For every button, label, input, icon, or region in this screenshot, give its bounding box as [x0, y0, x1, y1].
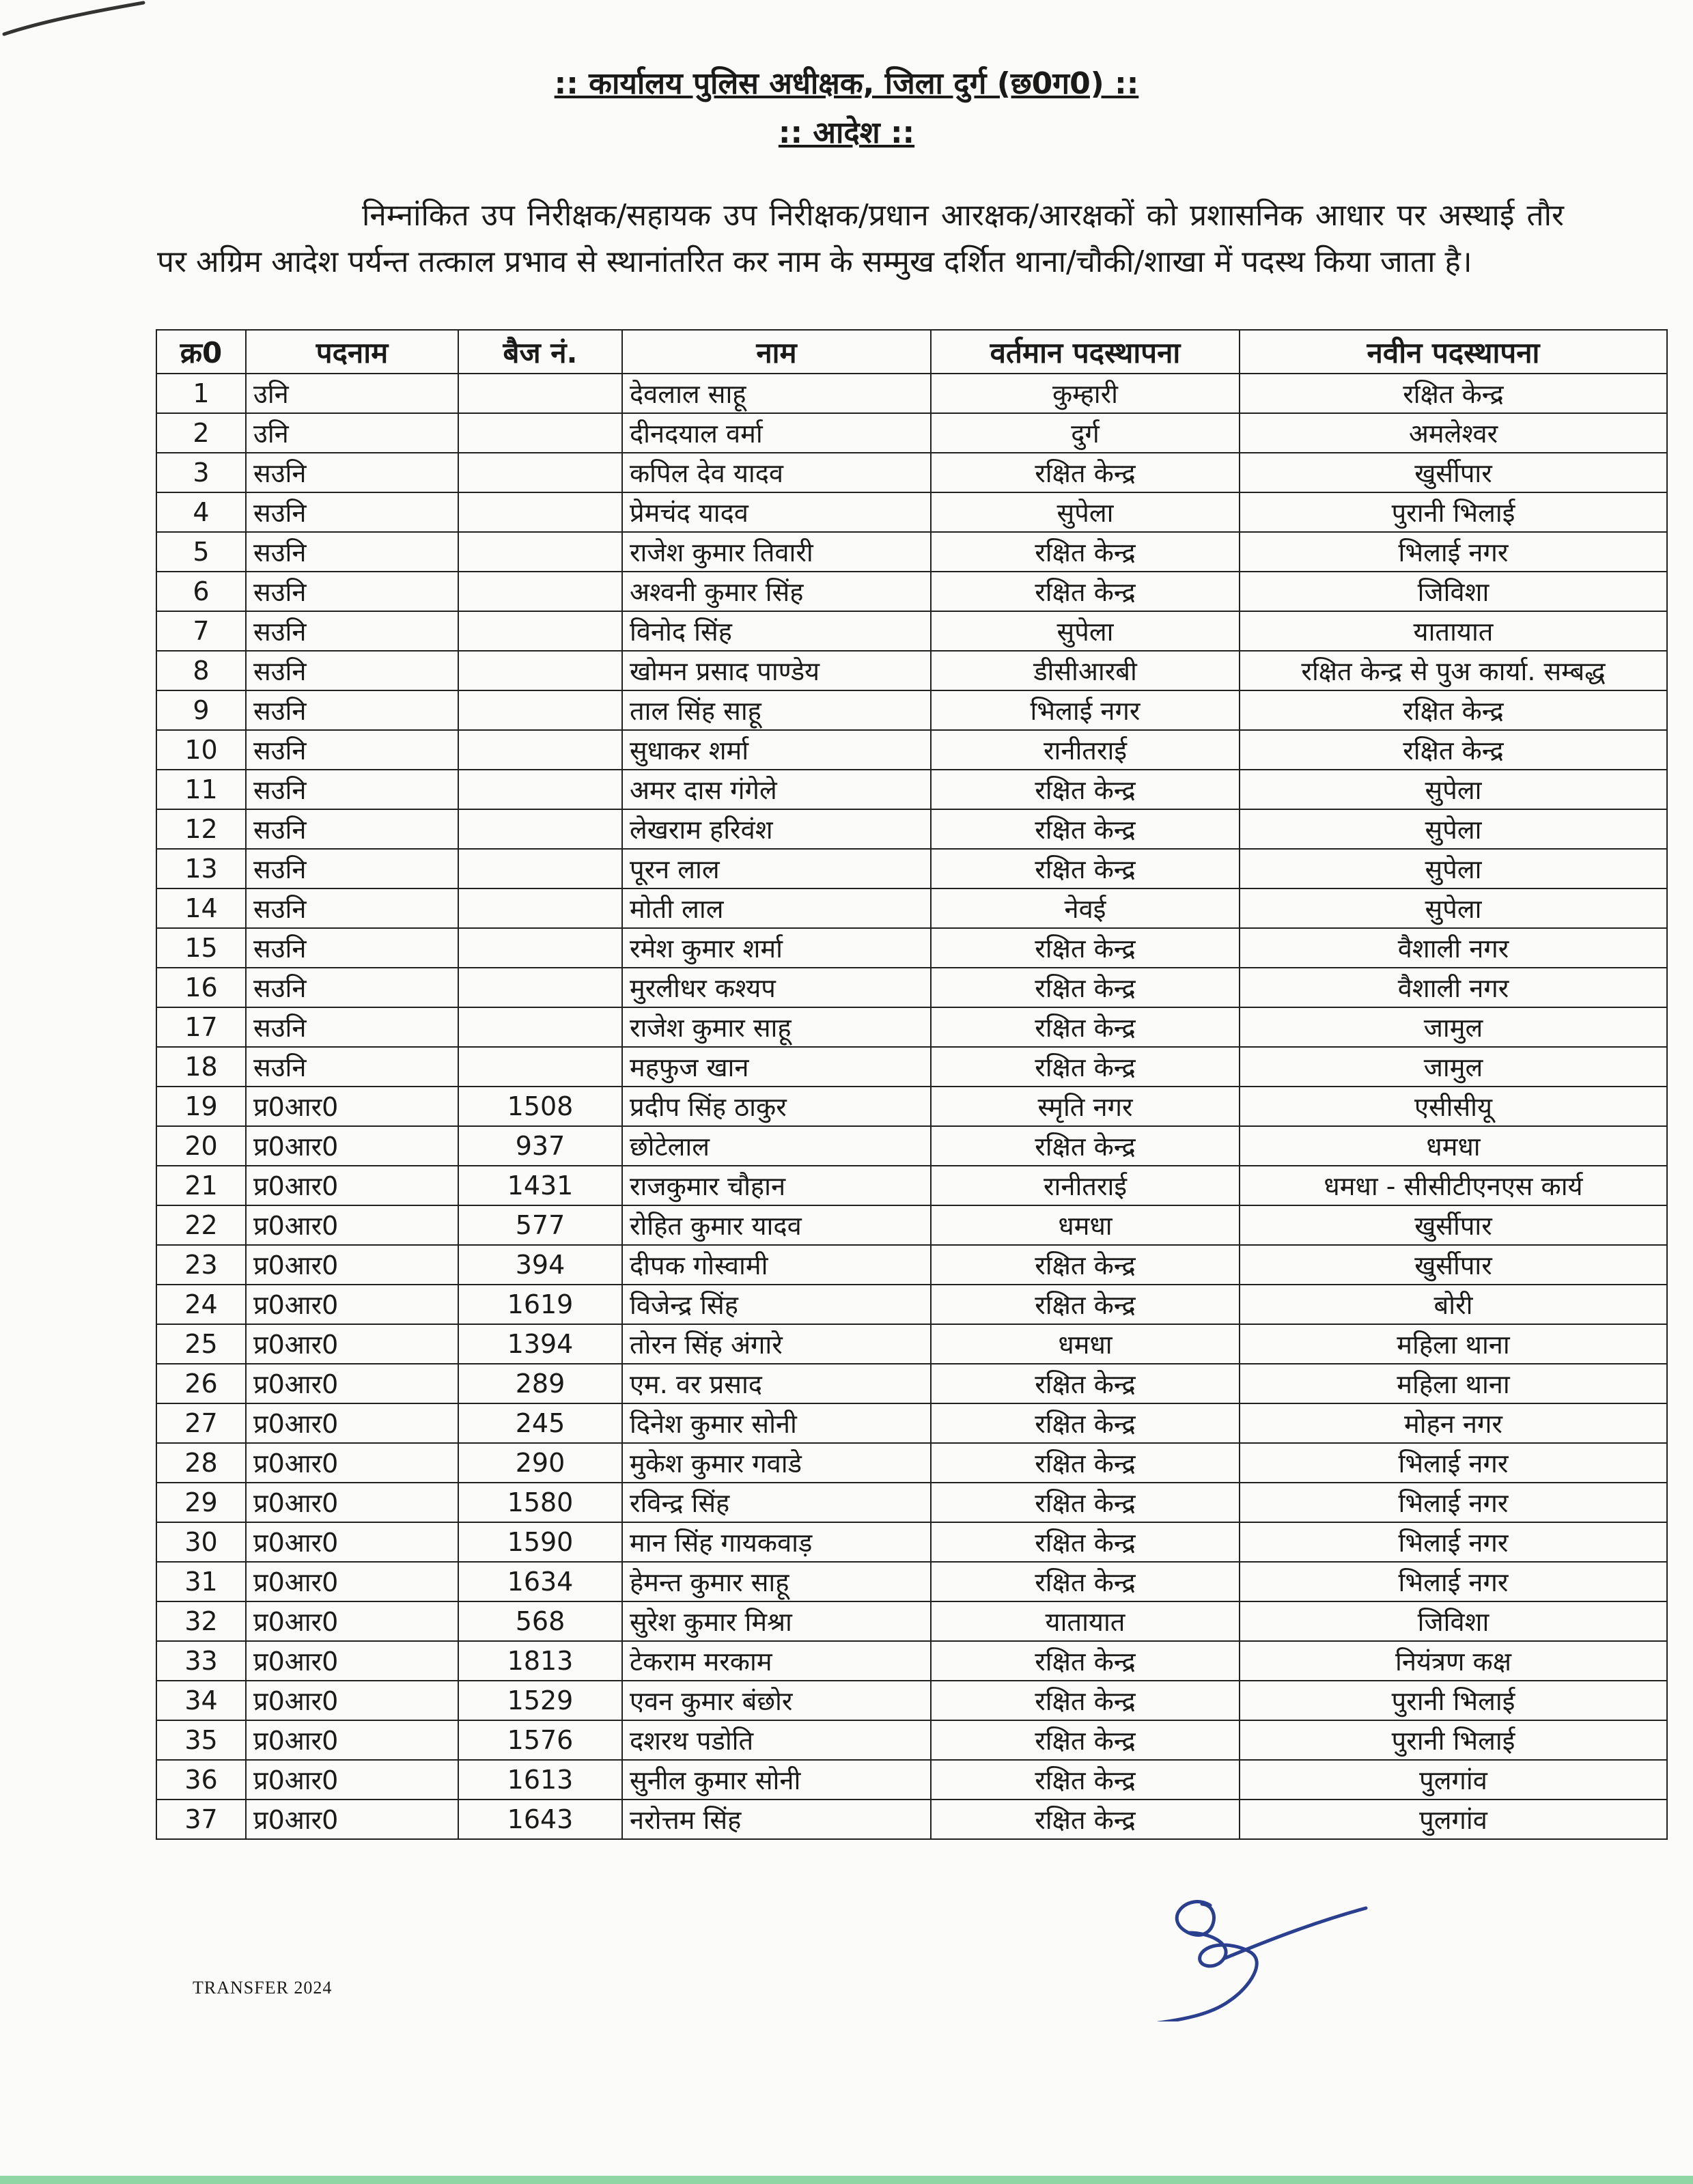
cell-serial: 3 [156, 453, 246, 492]
cell-rank: सउनि [246, 888, 458, 928]
office-heading: :: कार्यालय पुलिस अधीक्षक, जिला दुर्ग (छ0ग0) :: [554, 66, 1139, 101]
cell-current-posting: सुपेला [931, 611, 1240, 651]
cell-name: खोमन प्रसाद पाण्डेय [622, 651, 931, 690]
cell-current-posting: रक्षित केन्द्र [931, 1443, 1240, 1483]
table-row [156, 651, 1667, 690]
cell-rank: सउनि [246, 1047, 458, 1087]
cell-name: विजेन्द्र सिंह [622, 1285, 931, 1324]
cell-serial: 9 [156, 690, 246, 730]
table-row [156, 1205, 1667, 1245]
cell-current-posting: रक्षित केन्द्र [931, 1720, 1240, 1760]
cell-new-posting: पुलगांव [1240, 1800, 1667, 1839]
cell-name: रविन्द्र सिंह [622, 1483, 931, 1522]
table-row [156, 1126, 1667, 1166]
cell-serial: 14 [156, 888, 246, 928]
cell-serial: 35 [156, 1720, 246, 1760]
cell-new-posting: भिलाई नगर [1240, 1562, 1667, 1601]
cell-badge [458, 1047, 622, 1087]
cell-name: रोहित कुमार यादव [622, 1205, 931, 1245]
cell-rank: प्र0आर0 [246, 1087, 458, 1126]
cell-rank: प्र0आर0 [246, 1285, 458, 1324]
order-intro-paragraph: निम्नांकित उप निरीक्षक/सहायक उप निरीक्षक/प्रधान आरक्षक/आरक्षकों को प्रशासनिक आधार पर अस्थाई तौर पर अग्रिम आदेश पर्यन्त तत्काल प्रभाव से स्थानांतरित कर नाम के सम्मुख दर्शित थाना/चौकी/शाखा में पदस्थ किया जाता है। [157, 198, 1564, 279]
cell-badge: 1590 [458, 1522, 622, 1562]
cell-new-posting: मोहन नगर [1240, 1403, 1667, 1443]
cell-new-posting: रक्षित केन्द्र [1240, 730, 1667, 770]
table-row [156, 1522, 1667, 1562]
cell-serial: 37 [156, 1800, 246, 1839]
cell-badge [458, 730, 622, 770]
table-row [156, 1800, 1667, 1839]
cell-current-posting: रानीतराई [931, 1166, 1240, 1205]
cell-serial: 23 [156, 1245, 246, 1285]
table-row [156, 1443, 1667, 1483]
cell-new-posting: धमधा [1240, 1126, 1667, 1166]
cell-badge [458, 611, 622, 651]
cell-new-posting: यातायात [1240, 611, 1667, 651]
table-row [156, 492, 1667, 532]
table-header-row [156, 330, 1667, 374]
cell-badge [458, 1007, 622, 1047]
cell-new-posting: महिला थाना [1240, 1324, 1667, 1364]
cell-new-posting: धमधा - सीसीटीएनएस कार्य [1240, 1166, 1667, 1205]
cell-new-posting: रक्षित केन्द्र से पुअ कार्या. सम्बद्ध [1240, 651, 1667, 690]
cell-new-posting: पुलगांव [1240, 1760, 1667, 1800]
table-row [156, 1285, 1667, 1324]
cell-current-posting: रक्षित केन्द्र [931, 1126, 1240, 1166]
cell-serial: 1 [156, 374, 246, 413]
cell-badge: 289 [458, 1364, 622, 1403]
cell-new-posting: खुर्सीपार [1240, 1245, 1667, 1285]
cell-name: राजकुमार चौहान [622, 1166, 931, 1205]
cell-name: मोती लाल [622, 888, 931, 928]
cell-rank: प्र0आर0 [246, 1720, 458, 1760]
cell-rank: सउनि [246, 492, 458, 532]
cell-current-posting: रक्षित केन्द्र [931, 1364, 1240, 1403]
cell-new-posting: रक्षित केन्द्र [1240, 374, 1667, 413]
cell-current-posting: रक्षित केन्द्र [931, 453, 1240, 492]
cell-name: टेकराम मरकाम [622, 1641, 931, 1681]
cell-current-posting: रक्षित केन्द्र [931, 1562, 1240, 1601]
officer-signature [1147, 1864, 1380, 2021]
cell-badge [458, 651, 622, 690]
cell-serial: 6 [156, 572, 246, 611]
cell-serial: 31 [156, 1562, 246, 1601]
cell-current-posting: सुपेला [931, 492, 1240, 532]
cell-rank: सउनि [246, 611, 458, 651]
cell-new-posting: सुपेला [1240, 809, 1667, 849]
cell-serial: 15 [156, 928, 246, 968]
cell-new-posting: रक्षित केन्द्र [1240, 690, 1667, 730]
cell-serial: 22 [156, 1205, 246, 1245]
cell-current-posting: रक्षित केन्द्र [931, 1681, 1240, 1720]
cell-rank: प्र0आर0 [246, 1205, 458, 1245]
cell-rank: प्र0आर0 [246, 1364, 458, 1403]
cell-new-posting: वैशाली नगर [1240, 928, 1667, 968]
cell-badge: 1613 [458, 1760, 622, 1800]
cell-serial: 25 [156, 1324, 246, 1364]
cell-serial: 28 [156, 1443, 246, 1483]
cell-rank: सउनि [246, 849, 458, 888]
cell-badge: 1508 [458, 1087, 622, 1126]
table-row [156, 1324, 1667, 1364]
table-row [156, 1245, 1667, 1285]
cell-current-posting: रक्षित केन्द्र [931, 1483, 1240, 1522]
cell-current-posting: भिलाई नगर [931, 690, 1240, 730]
cell-new-posting: खुर्सीपार [1240, 453, 1667, 492]
cell-rank: सउनि [246, 770, 458, 809]
cell-new-posting: जामुल [1240, 1007, 1667, 1047]
table-row [156, 572, 1667, 611]
cell-badge [458, 888, 622, 928]
cell-current-posting: स्मृति नगर [931, 1087, 1240, 1126]
table-row [156, 453, 1667, 492]
cell-rank: सउनि [246, 730, 458, 770]
cell-current-posting: रक्षित केन्द्र [931, 1641, 1240, 1681]
cell-name: छोटेलाल [622, 1126, 931, 1166]
table-row [156, 1007, 1667, 1047]
cell-badge: 1813 [458, 1641, 622, 1681]
cell-badge: 1580 [458, 1483, 622, 1522]
cell-current-posting: रक्षित केन्द्र [931, 1522, 1240, 1562]
cell-rank: प्र0आर0 [246, 1601, 458, 1641]
cell-serial: 24 [156, 1285, 246, 1324]
cell-name: अमर दास गंगेले [622, 770, 931, 809]
cell-serial: 29 [156, 1483, 246, 1522]
cell-serial: 13 [156, 849, 246, 888]
cell-serial: 19 [156, 1087, 246, 1126]
table-row [156, 928, 1667, 968]
table-row [156, 1364, 1667, 1403]
cell-rank: प्र0आर0 [246, 1126, 458, 1166]
cell-name: एवन कुमार बंछोर [622, 1681, 931, 1720]
cell-new-posting: जामुल [1240, 1047, 1667, 1087]
table-row [156, 730, 1667, 770]
cell-rank: सउनि [246, 968, 458, 1007]
cell-badge [458, 690, 622, 730]
cell-name: विनोद सिंह [622, 611, 931, 651]
page-bottom-edge [0, 2176, 1693, 2184]
table-row [156, 1166, 1667, 1205]
cell-serial: 11 [156, 770, 246, 809]
cell-badge [458, 928, 622, 968]
cell-new-posting: महिला थाना [1240, 1364, 1667, 1403]
table-row [156, 1681, 1667, 1720]
cell-serial: 17 [156, 1007, 246, 1047]
cell-badge: 1634 [458, 1562, 622, 1601]
cell-rank: प्र0आर0 [246, 1760, 458, 1800]
cell-rank: उनि [246, 413, 458, 453]
cell-name: रमेश कुमार शर्मा [622, 928, 931, 968]
cell-current-posting: डीसीआरबी [931, 651, 1240, 690]
cell-name: प्रदीप सिंह ठाकुर [622, 1087, 931, 1126]
cell-name: कपिल देव यादव [622, 453, 931, 492]
cell-badge [458, 809, 622, 849]
cell-name: लेखराम हरिवंश [622, 809, 931, 849]
cell-name: मुरलीधर कश्यप [622, 968, 931, 1007]
table-row [156, 1720, 1667, 1760]
cell-name: राजेश कुमार तिवारी [622, 532, 931, 572]
cell-badge [458, 532, 622, 572]
cell-serial: 18 [156, 1047, 246, 1087]
cell-rank: सउनि [246, 1007, 458, 1047]
cell-name: महफुज खान [622, 1047, 931, 1087]
cell-name: नरोत्तम सिंह [622, 1800, 931, 1839]
cell-name: सुनील कुमार सोनी [622, 1760, 931, 1800]
cell-current-posting: रक्षित केन्द्र [931, 1403, 1240, 1443]
table-row [156, 374, 1667, 413]
cell-current-posting: रक्षित केन्द्र [931, 1047, 1240, 1087]
table-row [156, 1403, 1667, 1443]
cell-badge [458, 849, 622, 888]
cell-current-posting: रक्षित केन्द्र [931, 1800, 1240, 1839]
cell-current-posting: धमधा [931, 1205, 1240, 1245]
cell-name: राजेश कुमार साहू [622, 1007, 931, 1047]
cell-rank: प्र0आर0 [246, 1681, 458, 1720]
cell-serial: 2 [156, 413, 246, 453]
table-row [156, 413, 1667, 453]
cell-new-posting: भिलाई नगर [1240, 1443, 1667, 1483]
cell-badge: 1394 [458, 1324, 622, 1364]
cell-new-posting: सुपेला [1240, 849, 1667, 888]
cell-badge: 937 [458, 1126, 622, 1166]
cell-new-posting: पुरानी भिलाई [1240, 1681, 1667, 1720]
cell-rank: प्र0आर0 [246, 1403, 458, 1443]
cell-current-posting: रक्षित केन्द्र [931, 1285, 1240, 1324]
cell-current-posting: दुर्ग [931, 413, 1240, 453]
cell-serial: 12 [156, 809, 246, 849]
cell-current-posting: धमधा [931, 1324, 1240, 1364]
table-row [156, 1047, 1667, 1087]
cell-rank: प्र0आर0 [246, 1324, 458, 1364]
cell-current-posting: रक्षित केन्द्र [931, 1007, 1240, 1047]
cell-badge: 290 [458, 1443, 622, 1483]
cell-new-posting: भिलाई नगर [1240, 532, 1667, 572]
cell-name: अश्वनी कुमार सिंह [622, 572, 931, 611]
cell-new-posting: खुर्सीपार [1240, 1205, 1667, 1245]
cell-new-posting: बोरी [1240, 1285, 1667, 1324]
cell-badge [458, 413, 622, 453]
cell-new-posting: भिलाई नगर [1240, 1522, 1667, 1562]
cell-name: मान सिंह गायकवाड़ [622, 1522, 931, 1562]
cell-serial: 26 [156, 1364, 246, 1403]
cell-rank: प्र0आर0 [246, 1483, 458, 1522]
cell-rank: प्र0आर0 [246, 1245, 458, 1285]
cell-name: पूरन लाल [622, 849, 931, 888]
cell-rank: सउनि [246, 651, 458, 690]
cell-rank: प्र0आर0 [246, 1443, 458, 1483]
table-row [156, 1483, 1667, 1522]
cell-badge [458, 374, 622, 413]
cell-badge: 1619 [458, 1285, 622, 1324]
cell-new-posting: जिविशा [1240, 572, 1667, 611]
cell-rank: प्र0आर0 [246, 1166, 458, 1205]
cell-badge [458, 453, 622, 492]
table-row [156, 690, 1667, 730]
cell-name: एम. वर प्रसाद [622, 1364, 931, 1403]
cell-rank: सउनि [246, 572, 458, 611]
cell-name: दिनेश कुमार सोनी [622, 1403, 931, 1443]
cell-new-posting: सुपेला [1240, 888, 1667, 928]
cell-name: सुधाकर शर्मा [622, 730, 931, 770]
cell-serial: 21 [156, 1166, 246, 1205]
cell-serial: 16 [156, 968, 246, 1007]
table-row [156, 1601, 1667, 1641]
cell-rank: प्र0आर0 [246, 1641, 458, 1681]
cell-badge [458, 770, 622, 809]
table-row [156, 1562, 1667, 1601]
cell-new-posting: भिलाई नगर [1240, 1483, 1667, 1522]
cell-rank: सउनि [246, 928, 458, 968]
cell-rank: सउनि [246, 532, 458, 572]
table-row [156, 1641, 1667, 1681]
cell-serial: 20 [156, 1126, 246, 1166]
cell-name: हेमन्त कुमार साहू [622, 1562, 931, 1601]
cell-new-posting: जिविशा [1240, 1601, 1667, 1641]
pen-stroke-mark [0, 0, 164, 41]
cell-new-posting: अमलेश्वर [1240, 413, 1667, 453]
cell-badge: 577 [458, 1205, 622, 1245]
cell-badge: 394 [458, 1245, 622, 1285]
table-row [156, 770, 1667, 809]
col-header-new-posting: नवीन पदस्थापना [1240, 330, 1667, 374]
col-header-serial: क्र0 [156, 330, 246, 374]
cell-name: सुरेश कुमार मिश्रा [622, 1601, 931, 1641]
cell-name: देवलाल साहू [622, 374, 931, 413]
cell-current-posting: रक्षित केन्द्र [931, 770, 1240, 809]
transfer-table [156, 329, 1668, 1840]
cell-serial: 33 [156, 1641, 246, 1681]
cell-rank: प्र0आर0 [246, 1800, 458, 1839]
cell-current-posting: रक्षित केन्द्र [931, 809, 1240, 849]
cell-current-posting: रक्षित केन्द्र [931, 928, 1240, 968]
table-row [156, 611, 1667, 651]
cell-name: दीनदयाल वर्मा [622, 413, 931, 453]
cell-badge: 1529 [458, 1681, 622, 1720]
cell-serial: 32 [156, 1601, 246, 1641]
cell-rank: सउनि [246, 690, 458, 730]
cell-current-posting: रक्षित केन्द्र [931, 1760, 1240, 1800]
cell-badge [458, 968, 622, 1007]
cell-current-posting: रक्षित केन्द्र [931, 849, 1240, 888]
cell-name: दशरथ पडोति [622, 1720, 931, 1760]
table-row [156, 1760, 1667, 1800]
cell-serial: 7 [156, 611, 246, 651]
col-header-rank: पदनाम [246, 330, 458, 374]
table-row [156, 1087, 1667, 1126]
cell-current-posting: रक्षित केन्द्र [931, 968, 1240, 1007]
cell-rank: उनि [246, 374, 458, 413]
cell-rank: प्र0आर0 [246, 1522, 458, 1562]
cell-name: प्रेमचंद यादव [622, 492, 931, 532]
cell-rank: प्र0आर0 [246, 1562, 458, 1601]
cell-serial: 5 [156, 532, 246, 572]
cell-new-posting: पुरानी भिलाई [1240, 1720, 1667, 1760]
table-row [156, 888, 1667, 928]
cell-name: दीपक गोस्वामी [622, 1245, 931, 1285]
col-header-name: नाम [622, 330, 931, 374]
cell-serial: 8 [156, 651, 246, 690]
cell-rank: सउनि [246, 453, 458, 492]
cell-current-posting: रानीतराई [931, 730, 1240, 770]
cell-current-posting: रक्षित केन्द्र [931, 532, 1240, 572]
cell-serial: 36 [156, 1760, 246, 1800]
cell-badge: 1643 [458, 1800, 622, 1839]
table-row [156, 809, 1667, 849]
table-row [156, 532, 1667, 572]
cell-serial: 30 [156, 1522, 246, 1562]
cell-badge [458, 572, 622, 611]
cell-name: ताल सिंह साहू [622, 690, 931, 730]
cell-name: मुकेश कुमार गवाडे [622, 1443, 931, 1483]
cell-new-posting: सुपेला [1240, 770, 1667, 809]
cell-badge: 1576 [458, 1720, 622, 1760]
cell-new-posting: एसीसीयू [1240, 1087, 1667, 1126]
cell-badge: 568 [458, 1601, 622, 1641]
cell-badge: 1431 [458, 1166, 622, 1205]
col-header-current-posting: वर्तमान पदस्थापना [931, 330, 1240, 374]
table-row [156, 849, 1667, 888]
cell-new-posting: पुरानी भिलाई [1240, 492, 1667, 532]
cell-current-posting: कुम्हारी [931, 374, 1240, 413]
cell-new-posting: वैशाली नगर [1240, 968, 1667, 1007]
cell-current-posting: यातायात [931, 1601, 1240, 1641]
order-heading: :: आदेश :: [778, 115, 915, 150]
cell-serial: 34 [156, 1681, 246, 1720]
cell-badge [458, 492, 622, 532]
footer-label: TRANSFER 2024 [193, 1978, 333, 1998]
cell-current-posting: रक्षित केन्द्र [931, 572, 1240, 611]
cell-serial: 4 [156, 492, 246, 532]
cell-current-posting: नेवई [931, 888, 1240, 928]
cell-name: तोरन सिंह अंगारे [622, 1324, 931, 1364]
col-header-badge: बैज नं. [458, 330, 622, 374]
cell-serial: 27 [156, 1403, 246, 1443]
cell-badge: 245 [458, 1403, 622, 1443]
cell-serial: 10 [156, 730, 246, 770]
cell-current-posting: रक्षित केन्द्र [931, 1245, 1240, 1285]
cell-rank: सउनि [246, 809, 458, 849]
cell-new-posting: नियंत्रण कक्ष [1240, 1641, 1667, 1681]
table-row [156, 968, 1667, 1007]
